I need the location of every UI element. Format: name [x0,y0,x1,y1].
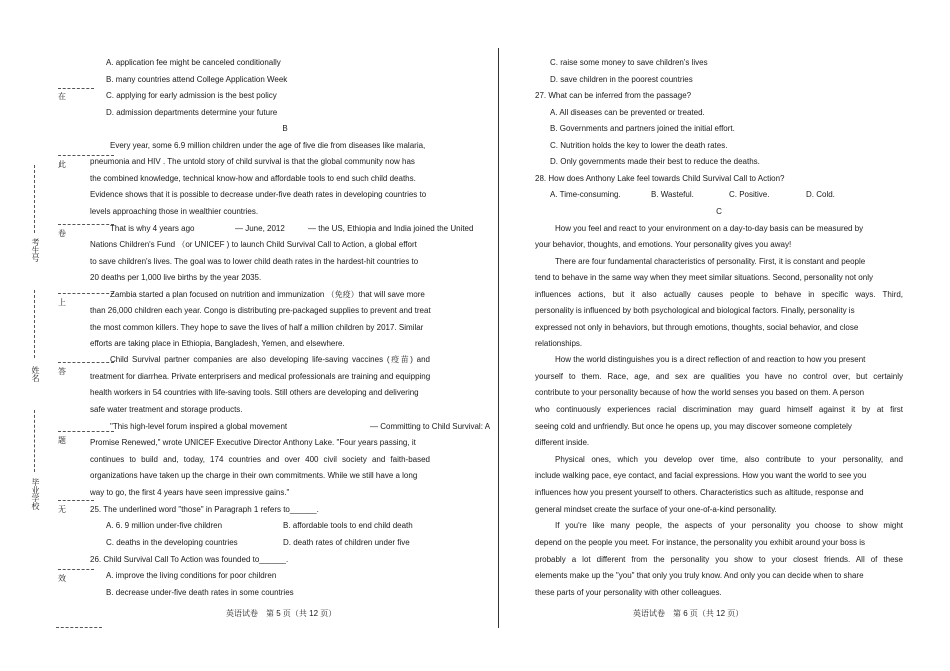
passage-b-line: efforts are taking place in Ethiopia, Bangladesh, Yemen, and elsewhere. [90,339,345,348]
passage-c-line: How the world distinguishes you is a direct reflection of and reaction to how you present [555,355,866,364]
passage-c-line: influences actions, but it also actually causes people to behave in specific ways. Third, [535,290,903,299]
passage-c-line: depend on the people you meet. For instance, the personality you exhibit around your boss is [535,538,865,547]
passage-b-line: health workers in 54 countries with life-saving tools. Still others are developing and delivering [90,388,419,397]
passage-c-line: seeing cold and unfriendly. But once he opens up, you may discover someone completely [535,422,852,431]
passage-b-line: — Committing to Child Survival: A [370,422,491,431]
q26-option-a: A. improve the living conditions for poor children [106,571,277,580]
q27-stem: 27. What can be inferred from the passage? [535,91,692,100]
q28-option-a: A. Time-consuming. [550,190,621,199]
passage-b-line: safe water treatment and storage products. [90,405,243,414]
passage-b-line: the most common killers. They hope to save the lives of half a million children by 2017. Similar [90,323,424,332]
passage-b-line: levels approaching those in wealthier countries. [90,207,259,216]
passage-c-line: How you feel and react to your environment on a day-to-day basis can be measured by [555,224,864,233]
passage-c-line: tend to behave in the same way when they meet similar situations. Second, personality not only [535,273,873,282]
passage-b-line: continues to build and, today, 174 countries and over 400 civil society and faith-based [90,455,430,464]
passage-c-line: who continuously experiences racial discrimination may guard himself against it by at first [535,405,903,414]
page-divider [498,48,499,628]
passage-b-line: organizations have taken up the charge in their own commitments. While we still have a long [90,471,418,480]
q26-option-d: D. save children in the poorest countries [550,75,693,84]
q25-option-d: D. death rates of children under five [283,538,410,547]
name-label: 姓名 [31,366,40,382]
passage-c-line: influences how you present yourself to others. Characteristics such as altitude, response and [535,488,864,497]
q25-option-b: B. affordable tools to end child death [283,521,413,530]
seal-char: 在 [58,92,66,101]
passage-b-label: B [282,124,288,133]
passage-c-line: different inside. [535,438,590,447]
passage-b-line: That is why 4 years ago [110,224,195,233]
q26-option-b: B. decrease under-five death rates in some countries [106,588,294,597]
q24-option-a: A. application fee might be canceled conditionally [106,58,281,67]
passage-c-line: your behavior, thoughts, and emotions. Your personality gives you away! [535,240,792,249]
passage-c-line: include walking pace, eye contact, and facial expressions. How you want the world to see you [535,471,867,480]
q28-option-c: C. Positive. [729,190,770,199]
passage-b-line: than 26,000 children each year. Congo is distributing pre-packaged supplies to prevent and treat [90,306,431,315]
passage-b-line: the combined knowledge, technical know-how and affordable tools to end such child deaths. [90,174,416,183]
passage-c-line: Physical ones, which you develop over time, also contribute to your personality, and [555,455,903,464]
passage-b-line: — the US, Ethiopia and India joined the United [308,224,474,233]
passage-b-line: Nations Children's Fund （or UNICEF ) to launch Child Survival Call to Action, a global effort [90,240,417,249]
q28-option-b: B. Wasteful. [651,190,694,199]
passage-c-line: If you're like many people, the aspects of your personality you choose to show might [555,521,903,530]
passage-c-line: these parts of your personality with other colleagues. [535,588,722,597]
passage-c-line: personality is influenced by both psychological and biological factors. Finally, personality is [535,306,855,315]
passage-b-line: — June, 2012 [235,224,285,233]
right-page-footer: 英语试卷 第 6 页（共 12 页） [633,609,744,618]
q27-option-c: C. Nutrition holds the key to lower the death rates. [550,141,728,150]
seal-char: 卷 [58,229,66,238]
q27-option-a: A. All diseases can be prevented or treated. [550,108,705,117]
q25-option-c: C. deaths in the developing countries [106,538,238,547]
passage-c-line: probably a lot different from the personality you show to your closest friends. All of these [535,555,903,564]
passage-b-line: way to go, the first 4 years have seen impressive gains." [90,488,290,497]
passage-b-line: Promise Renewed," wrote UNICEF Executive Director Anthony Lake. "Four years passing, it [90,438,416,447]
q27-option-b: B. Governments and partners joined the initial effort. [550,124,735,133]
passage-b-line: treatment for diarrhea. Private enterprisers and medical professionals are training and equipping [90,372,431,381]
passage-c-line: expressed not only in behaviors, but through emotions, thoughts, social behavior, and close [535,323,859,332]
seal-char: 题 [58,436,66,445]
q25-option-a: A. 6. 9 million under-five children [106,521,223,530]
passage-b-line: Zambia started a plan focused on nutrition and immunization （免疫）that will save more [110,290,425,299]
seal-char: 此 [58,160,66,169]
q27-option-d: D. Only governments made their best to reduce the deaths. [550,157,760,166]
passage-b-line: pneumonia and HIV . The untold story of child survival is that the global community now has [90,157,415,166]
q24-option-b: B. many countries attend College Application Week [106,75,288,84]
q28-stem: 28. How does Anthony Lake feel towards Child Survival Call to Action? [535,174,785,183]
passage-c-line: relationships. [535,339,583,348]
passage-b-line: Child Survival partner companies are also developing life-saving vaccines (疫苗) and [110,355,430,364]
passage-b-line: Every year, some 6.9 million children under the age of five die from diseases like malaria, [110,141,426,150]
passage-c-line: general mindset create the surface of your one-of-a-kind personality. [535,505,777,514]
seal-char: 效 [58,574,66,583]
q24-option-c: C. applying for early admission is the best policy [106,91,277,100]
left-page-footer: 英语试卷 第 5 页（共 12 页） [226,609,337,618]
passage-c-line: elements make up the "you" that only you truly know. And only you can decide when to share [535,571,864,580]
q28-option-d: D. Cold. [806,190,835,199]
school-label: 毕业学校 [31,478,40,510]
examinee-number-label: 考生号 [31,238,40,262]
q25-stem: 25. The underlined word "those" in Paragraph 1 refers to______. [90,505,319,514]
seal-char: 无 [58,505,66,514]
passage-b-line: "This high-level forum inspired a global movement [110,422,288,431]
seal-char: 答 [58,367,66,376]
passage-b-line: 20 deaths per 1,000 live births by the year 2035. [90,273,262,282]
passage-c-line: contribute to your personality because of how the world senses you based on them. A person [535,388,865,397]
passage-b-line: Evidence shows that it is possible to decrease under-five death rates in developing countries to [90,190,427,199]
q26-option-c: C. raise some money to save children's lives [550,58,708,67]
q24-option-d: D. admission departments determine your future [106,108,278,117]
passage-c-line: yourself to them. Race, age, and sex are qualities you have no control over, but certainly [535,372,903,381]
seal-char: 上 [58,298,66,307]
q26-stem: 26. Child Survival Call To Action was founded to______. [90,555,289,564]
passage-c-label: C [716,207,722,216]
passage-c-line: There are four fundamental characteristics of personality. First, it is constant and people [555,257,866,266]
passage-b-line: to save children's lives. The goal was to lower child death rates in the hardest-hit countries to [90,257,419,266]
